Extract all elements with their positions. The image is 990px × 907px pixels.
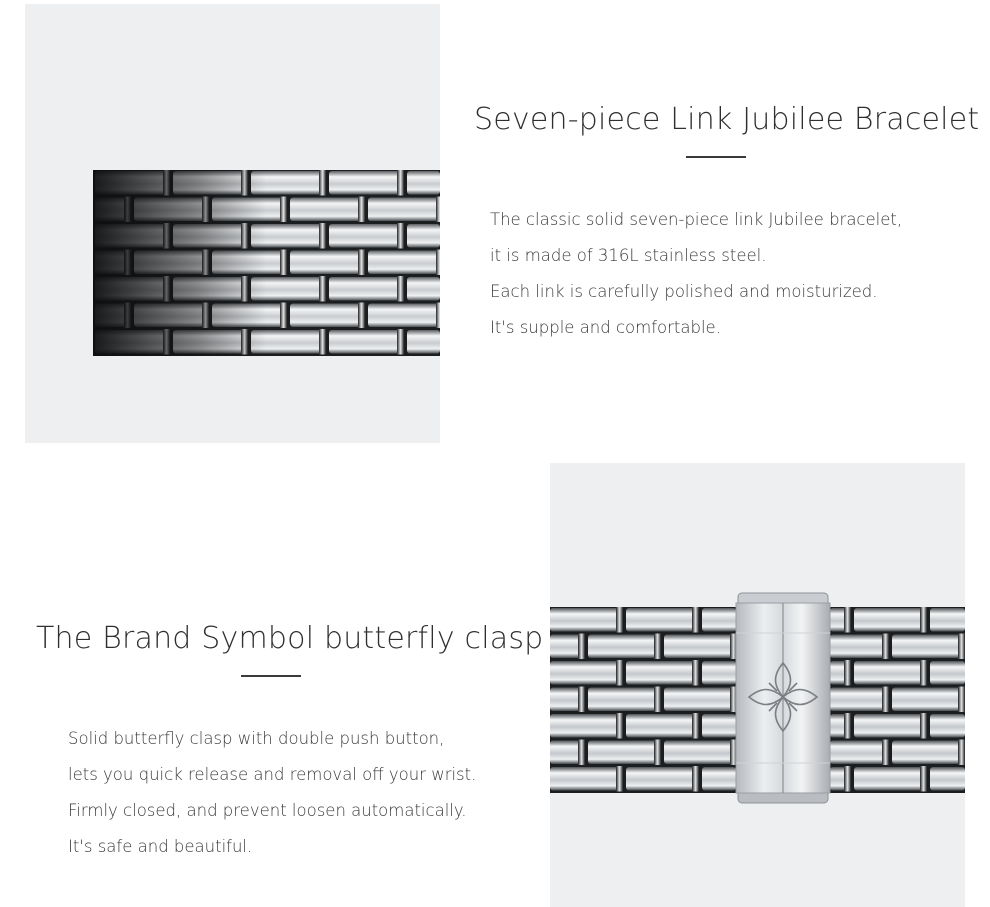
bracelet-link [854, 608, 924, 632]
butterfly-clasp-illustration [550, 463, 965, 907]
bracelet-pin [958, 740, 965, 766]
bracelet-link [892, 688, 962, 712]
jubilee-bracelet-illustration [25, 4, 440, 443]
bracelet-description [490, 202, 902, 346]
bracelet-link [854, 714, 924, 738]
bracelet-link [626, 767, 696, 791]
bracelet-pin [692, 607, 699, 633]
bracelet-link [588, 635, 658, 659]
bracelet-pin [692, 713, 699, 739]
bracelet-link [702, 661, 736, 685]
description-line: Each link is carefully polished and moisturized. [490, 282, 878, 301]
bracelet-link [664, 635, 734, 659]
bracelet-pin [616, 660, 623, 686]
bracelet-link [892, 741, 962, 765]
description-line: Solid butterfly clasp with double push button, [68, 729, 445, 748]
bracelet-link [854, 661, 924, 685]
bracelet-pin [844, 766, 851, 792]
bracelet-link [626, 661, 696, 685]
bracelet-pin [578, 740, 585, 766]
bracelet-link [550, 714, 620, 738]
description-line: it is made of 316L stainless steel. [490, 246, 767, 265]
bracelet-pin [616, 766, 623, 792]
bracelet-pin [616, 713, 623, 739]
bracelet-link [664, 688, 734, 712]
bracelet-link [702, 714, 736, 738]
bracelet-pin [654, 634, 661, 660]
description-line: Firmly closed, and prevent loosen automatically. [68, 801, 467, 820]
bracelet-link [626, 714, 696, 738]
bracelet-pin [578, 687, 585, 713]
bracelet-link [550, 688, 582, 712]
bracelet-pin [844, 607, 851, 633]
bracelet-link [892, 635, 962, 659]
bracelet-image-panel [25, 4, 440, 443]
bracelet-link [550, 661, 620, 685]
bracelet-link [854, 767, 924, 791]
bracelet-pin [882, 740, 889, 766]
bracelet-pin [920, 766, 927, 792]
bracelet-pin [958, 634, 965, 660]
bracelet-link [550, 767, 620, 791]
bracelet-link [550, 741, 582, 765]
bracelet-shadow-overlay [93, 170, 440, 356]
bracelet-link [702, 608, 736, 632]
bracelet-link [830, 688, 886, 712]
bracelet-link [930, 714, 965, 738]
bracelet-link [930, 767, 965, 791]
section-title-bracelet: Seven-piece Link Jubilee Bracelet [474, 102, 980, 137]
bracelet-link [830, 741, 886, 765]
bracelet-link [702, 767, 736, 791]
title-divider [241, 675, 301, 677]
bracelet-link [550, 608, 620, 632]
bracelet-link [930, 608, 965, 632]
clasp-description [68, 721, 476, 865]
title-divider [686, 156, 746, 158]
bracelet-pin [844, 660, 851, 686]
bracelet-link [830, 635, 886, 659]
bracelet-link [588, 741, 658, 765]
bracelet-pin [616, 607, 623, 633]
description-line: The classic solid seven-piece link Jubilee bracelet, [490, 210, 903, 229]
clasp-image-panel [550, 463, 965, 907]
bracelet-link [626, 608, 696, 632]
bracelet-link [550, 635, 582, 659]
section-title-clasp: The Brand Symbol butterfly clasp [36, 621, 544, 656]
description-line: lets you quick release and removal off your wrist. [68, 765, 477, 784]
bracelet-pin [654, 687, 661, 713]
bracelet-link [588, 688, 658, 712]
bracelet-pin [692, 766, 699, 792]
bracelet-link [664, 741, 734, 765]
bracelet-pin [692, 660, 699, 686]
description-line: It's supple and comfortable. [490, 318, 721, 337]
bracelet-pin [958, 687, 965, 713]
bracelet-pin [882, 634, 889, 660]
bracelet-link [930, 661, 965, 685]
bracelet-pin [920, 713, 927, 739]
description-line: It's safe and beautiful. [68, 837, 253, 856]
bracelet-pin [578, 634, 585, 660]
bracelet-pin [920, 660, 927, 686]
bracelet-pin [882, 687, 889, 713]
bracelet-pin [920, 607, 927, 633]
bracelet-pin [844, 713, 851, 739]
bracelet-pin [654, 740, 661, 766]
